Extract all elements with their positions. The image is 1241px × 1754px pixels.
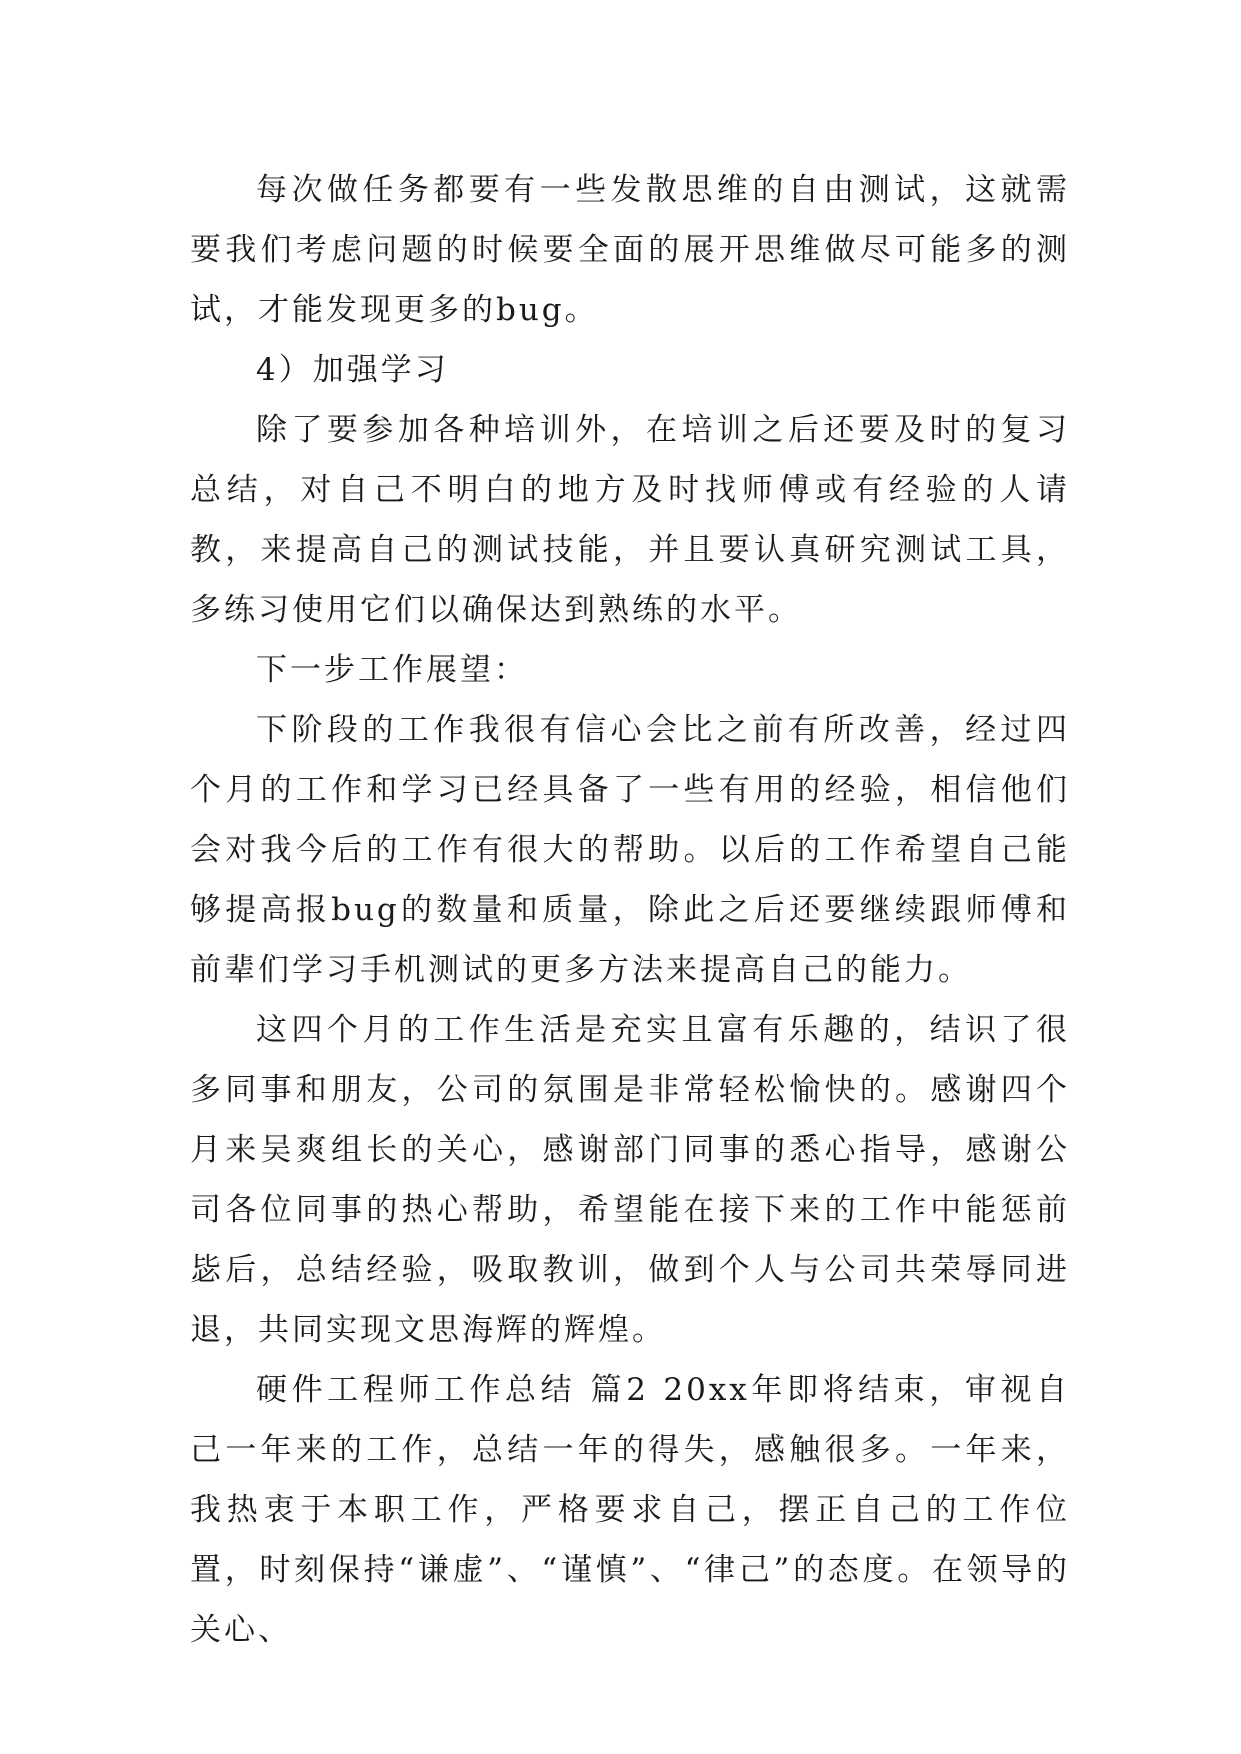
- document-body: [190, 160, 1070, 1660]
- heading-strengthen-learning: 4）加强学习: [256, 352, 449, 388]
- paragraph-thanks: 这四个月的工作生活是充实且富有乐趣的，结识了很多同事和朋友，公司的氛围是非常轻松愉快的。感谢四个月来吴爽组长的关心，感谢部门同事的悉心指导，感谢公司各位同事的热心帮助，希望能在接下来的工作中能惩前毖后，总结经验，吸取教训，做到个人与公司共荣辱同进退，共同实现文思海辉的辉煌。: [190, 1012, 1070, 1348]
- heading-next-steps: 下一步工作展望：: [256, 652, 528, 688]
- paragraph-free-testing: 每次做任务都要有一些发散思维的自由测试，这就需要我们考虑问题的时候要全面的展开思维做尽可能多的测试，才能发现更多的bug。: [190, 172, 1070, 328]
- paragraph-training: 除了要参加各种培训外，在培训之后还要及时的复习总结，对自己不明白的地方及时找师傅或有经验的人请教，来提高自己的测试技能，并且要认真研究测试工具，多练习使用它们以确保达到熟练的水平。: [190, 412, 1070, 628]
- paragraph-summary-part-2: 硬件工程师工作总结 篇2 20xx年即将结束，审视自己一年来的工作，总结一年的得失，感触很多。一年来，我热衷于本职工作，严格要求自己，摆正自己的工作位置，时刻保持“谦虚”、“谨慎”、“律己”的态度。在领导的关心、: [190, 1372, 1070, 1648]
- paragraph-next-stage: 下阶段的工作我很有信心会比之前有所改善，经过四个月的工作和学习已经具备了一些有用的经验，相信他们会对我今后的工作有很大的帮助。以后的工作希望自己能够提高报bug的数量和质量，除此之后还要继续跟师傅和前辈们学习手机测试的更多方法来提高自己的能力。: [190, 712, 1070, 988]
